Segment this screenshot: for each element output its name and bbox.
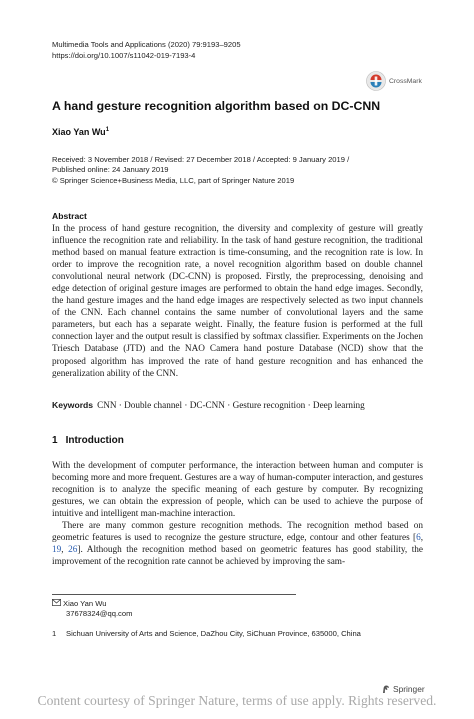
section-title: Introduction [65,435,124,446]
citation-link[interactable]: 6 [416,533,421,544]
citation-separator: , [420,533,423,544]
abstract-heading: Abstract [52,211,87,221]
affiliation [52,629,361,639]
paper-title: A hand gesture recognition algorithm based on DC-CNN [52,99,381,113]
publication-meta [52,155,432,186]
intro-p2-end: ]. Although the recognition method based on geometric features has good stability, the improvement of the recognition rate cannot be achieved by improving the sam- [52,545,424,568]
springer-label: Springer [393,684,425,694]
corresponding-author [52,599,132,619]
copyright-line: © Springer Science+Business Media, LLC, part of Springer Nature 2019 [52,175,295,185]
intro-paragraph-1: With the development of computer performance, the interaction between human and computer is becoming more and more frequent. Gestures are a way of human-computer interaction, and gestures recognition is to analyze the specific meaning of each gesture by computer. By recognizing gestures, we can obtain the expression of people, which can be used to achieve the purpose of intuitive and intelligent man-machine interaction. [52,461,423,520]
crossmark-badge[interactable] [366,70,432,92]
abstract-body: In the process of hand gesture recognition, the diversity and complexity of gesture will greatly influence the recognition rate and reliability. In the task of hand gesture recognition, the traditional method based on manual feature extraction is time-consuming, and the recognition rate is low. In order to improve the recognition rate, a novel recognition algorithm based on double channel convolutional neural network (DC-CNN) is proposed. Firstly, the preprocessing, denoising and edge detection of original gesture images are performed to obtain the hand edge images. Secondly, the hand gesture images and the hand edge images are respectively selected as two input channels of the CNN. Each channel contains the same number of convolutional layers and the same parameters, but each has a separate weight. Finally, the feature fusion is performed at the full connection layer and the output result is classified by softmax classifier. Experiments on the Jochen Triesch Database (JTD) and the NAO Camera hand posture Database (NCD) show that the proposed algorithm has improved the rate of hand gesture recognition and has enhanced the generalization ability of the CNN. [52,224,423,379]
author-affil-marker: 1 [105,127,110,133]
dates-line-1: Received: 3 November 2018 / Revised: 27 December 2018 / Accepted: 9 January 2019 / [52,155,350,164]
keywords-list: CNN · Double channel · DC-CNN · Gesture recognition · Deep learning [97,400,365,410]
keywords-label: Keywords [52,400,94,410]
email-link[interactable]: 37678324@qq.com [66,609,133,618]
journal-citation: Multimedia Tools and Applications (2020) 79:9193–9205 [52,40,241,49]
crossmark-label: CrossMark [389,77,422,85]
dates-line-2: Published online: 24 January 2019 [52,165,169,175]
intro-p2-start: There are many common gesture recognition methods. The recognition method based on geometric features is used to recognize the gesture structure, edge, contour and other features [ [52,521,423,544]
doi-link[interactable]: https://doi.org/10.1007/s11042-019-7193-4 [52,51,196,60]
citation-separator: , [61,545,69,556]
envelope-icon [52,599,63,609]
affiliation-text: Sichuan University of Arts and Science, DaZhou City, SiChuan Province, 635000, China [66,629,361,638]
keywords [52,399,432,411]
author-name-text: Xiao Yan Wu [52,127,106,137]
affiliation-number: 1 [52,629,57,638]
intro-paragraph-2 [52,520,423,568]
crossmark-icon [366,71,386,91]
footnote-divider [52,594,296,595]
citation-link[interactable]: 19 [52,545,62,556]
author-name [52,127,109,137]
corresponding-author-name: Xiao Yan Wu [63,599,107,608]
section-heading-introduction [52,435,124,446]
section-number: 1 [52,435,58,446]
citation-link[interactable]: 26 [68,545,78,556]
courtesy-watermark: Content courtesy of Springer Nature, terms of use apply. Rights reserved. [37,693,437,708]
